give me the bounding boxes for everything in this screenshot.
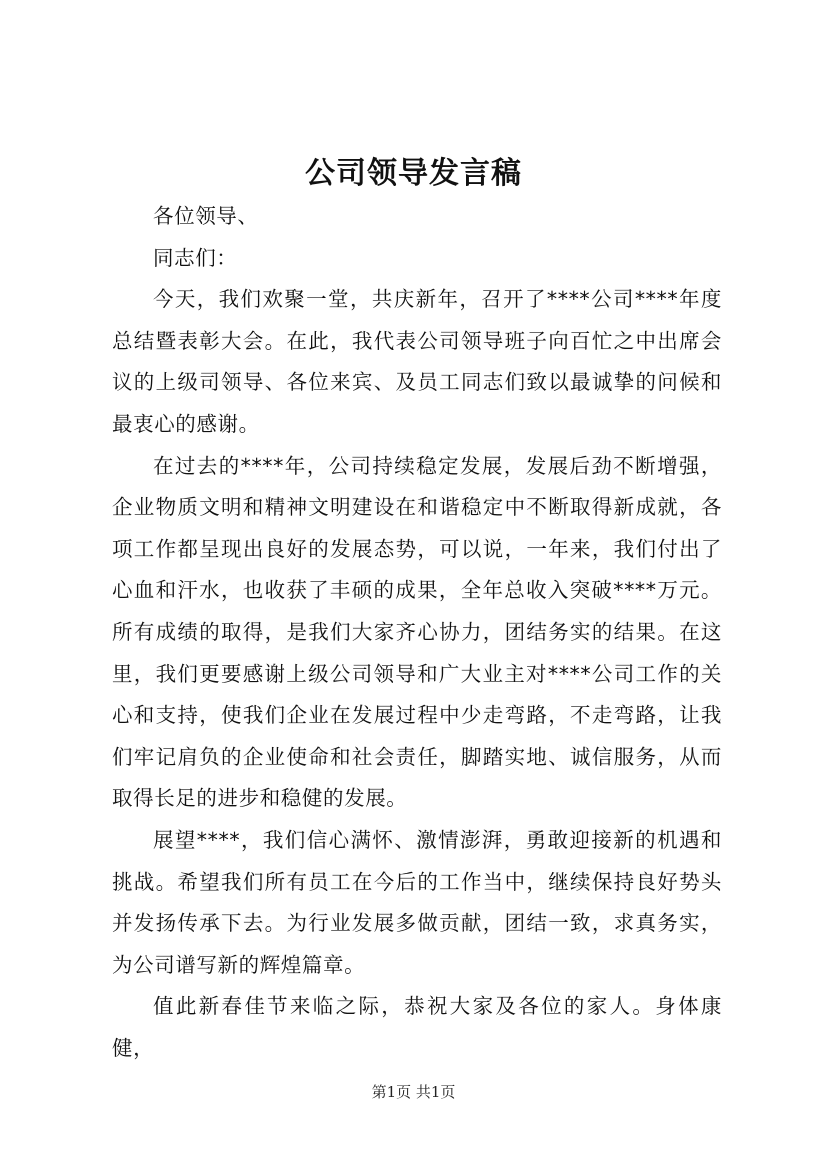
paragraph-4: 值此新春佳节来临之际，恭祝大家及各位的家人。身体康健， [112, 994, 722, 1060]
salutation-line-2: 同志们： [153, 245, 238, 270]
paragraph-2: 在过去的****年，公司持续稳定发展，发展后劲不断增强，企业物质文明和精神文明建设在和谐稳定中不断取得新成就，各项工作都呈现出良好的发展态势，可以说，一年来，我们付出了心血和汗水，也收获了丰硕的成果，全年总收入突破****万元。所有成绩的取得，是我们大家齐心协力，团结务实的结果。在这里，我们更要感谢上级公司领导和广大业主对****公司工作的关心和支持，使我们企业在发展过程中少走弯路，不走弯路，让我们牢记肩负的企业使命和社会责任，脚踏实地、诚信服务，从而取得长足的进步和稳健的发展。 [112, 453, 722, 811]
salutation-line-1: 各位领导、 [153, 204, 259, 228]
paragraph-1: 今天，我们欢聚一堂，共庆新年，召开了****公司****年度总结暨表彰大会。在此，我代表公司领导班子向百忙之中出席会议的上级司领导、各位来宾、及员工同志们致以最诚挚的问候和最衷心的感谢。 [112, 287, 722, 436]
document-body [112, 196, 722, 1069]
document-title: 公司领导发言稿 [305, 156, 522, 191]
page-footer: 第1页 共1页 [371, 1083, 456, 1101]
paragraph-3: 展望****，我们信心满怀、激情澎湃，勇敢迎接新的机遇和挑战。希望我们所有员工在今后的工作当中，继续保持良好势头并发扬传承下去。为行业发展多做贡献，团结一致，求真务实，为公司谱写新的辉煌篇章。 [112, 827, 722, 977]
